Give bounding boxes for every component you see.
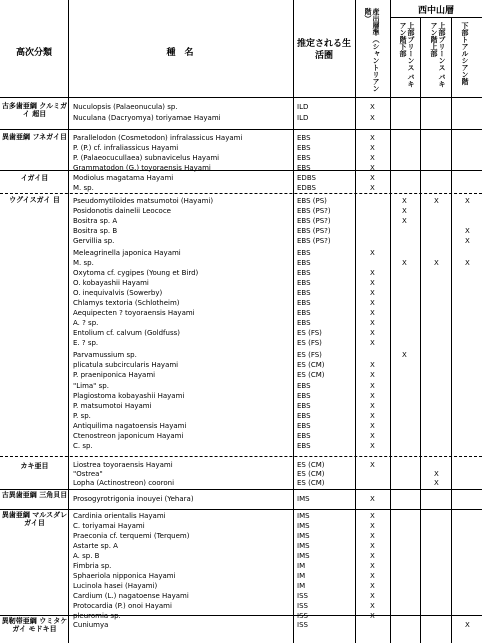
header-strat-range: 産出層準（シャントリアン階） [364, 8, 380, 92]
habitat-code: EDBS [297, 174, 316, 182]
species-name: Cuniumya [73, 621, 109, 629]
species-name: Praeconia cf. terquemi (Terquem) [73, 532, 190, 540]
species-name: O. inequivalvis (Sowerby) [73, 289, 163, 297]
occurrence-mark: X [370, 461, 375, 469]
species-name: Fimbria sp. [73, 562, 112, 570]
habitat-code: EBS (PS?) [297, 217, 331, 225]
habitat-code: ES (CM) [297, 470, 325, 478]
species-name: M. sp. [73, 259, 94, 267]
table-row [0, 350, 482, 360]
table-row [0, 511, 482, 521]
species-name: Chlamys textoria (Schlotheim) [73, 299, 180, 307]
table-row [0, 236, 482, 246]
occurrence-mark: X [370, 289, 375, 297]
habitat-code: EBS [297, 289, 311, 297]
occurrence-mark: X [370, 442, 375, 450]
occurrence-mark: X [370, 269, 375, 277]
occurrence-mark: X [402, 351, 407, 359]
species-name: Plagiostoma kobayashii Hayami [73, 392, 185, 400]
table-row [0, 561, 482, 571]
table-row [0, 601, 482, 611]
table-row [0, 288, 482, 298]
species-name: Astarte sp. A [73, 542, 118, 550]
habitat-code: IM [297, 562, 306, 570]
habitat-code: EBS [297, 309, 311, 317]
occurrence-mark: X [370, 144, 375, 152]
table-row [0, 248, 482, 258]
occurrence-mark: X [370, 542, 375, 550]
occurrence-mark: X [402, 197, 407, 205]
occurrence-mark: X [370, 392, 375, 400]
table-row [0, 328, 482, 338]
group-label: イガイ目 [20, 174, 49, 182]
habitat-code: EBS [297, 412, 311, 420]
species-name: Oxytoma cf. cygipes (Young et Bird) [73, 269, 199, 277]
occurrence-mark: X [465, 237, 470, 245]
species-name: P. praeniponica Hayami [73, 371, 156, 379]
species-name: Parallelodon (Cosmetodon) infralassicus Hayami [73, 134, 243, 142]
table-row [0, 581, 482, 591]
table-row [0, 591, 482, 601]
habitat-code: ES (FS) [297, 339, 322, 347]
table-row [0, 411, 482, 421]
occurrence-mark: X [370, 382, 375, 390]
habitat-code: EBS [297, 402, 311, 410]
group-label: 異歯亜綱 フネガイ目 [2, 133, 67, 141]
habitat-code: IMS [297, 542, 310, 550]
occurrence-mark: X [434, 470, 439, 478]
occurrence-mark: X [434, 259, 439, 267]
habitat-code: ES (CM) [297, 361, 325, 369]
species-name: Bositra sp. B [73, 227, 118, 235]
species-name: A. sp. B [73, 552, 100, 560]
species-name: Modiolus magatama Hayami [73, 174, 174, 182]
species-name: Antiquilima nagatoensis Hayami [73, 422, 187, 430]
table-row [0, 401, 482, 411]
header-higher-taxon: 高次分類 [15, 48, 52, 58]
header-formation: 西中山層 [417, 6, 454, 16]
occurrence-mark: X [370, 412, 375, 420]
species-name: Lopha (Actinostreon) cooroni [73, 479, 175, 487]
group-label: 異歯亜綱 マルスダレ ガイ目 [1, 511, 68, 527]
occurrence-mark: X [402, 207, 407, 215]
species-name: Sphaeriola nipponica Hayami [73, 572, 176, 580]
habitat-code: IMS [297, 522, 310, 530]
table-row [0, 551, 482, 561]
occurrence-mark: X [370, 361, 375, 369]
habitat-code: EBS [297, 382, 311, 390]
habitat-code: EBS (PS) [297, 197, 327, 205]
habitat-code: EBS [297, 299, 311, 307]
species-name: Meleagrinella japonica Hayami [73, 249, 181, 257]
occurrence-mark: X [370, 299, 375, 307]
table-row [0, 391, 482, 401]
table-row [0, 258, 482, 268]
table-row [0, 521, 482, 531]
species-name: "Lima" sp. [73, 382, 109, 390]
header-species-name: 種 名 [166, 48, 194, 58]
occurrence-mark: X [370, 552, 375, 560]
occurrence-mark: X [434, 479, 439, 487]
species-name: Lucinola hasei (Hayami) [73, 582, 158, 590]
habitat-code: EBS [297, 442, 311, 450]
species-name: plicatula subcircularis Hayami [73, 361, 179, 369]
occurrence-mark: X [402, 259, 407, 267]
species-name: P. matsumotoi Hayami [73, 402, 152, 410]
occurrence-mark: X [370, 371, 375, 379]
group-label: カキ亜目 [20, 462, 49, 470]
habitat-code: EBS [297, 432, 311, 440]
habitat-code: EDBS [297, 184, 316, 192]
occurrence-mark: X [465, 197, 470, 205]
species-name: C. sp. [73, 442, 93, 450]
occurrence-mark: X [465, 227, 470, 235]
habitat-code: EBS [297, 392, 311, 400]
species-name: Liostrea toyoraensis Hayami [73, 461, 173, 469]
occurrence-mark: X [434, 197, 439, 205]
habitat-code: ISS [297, 602, 308, 610]
table-row [0, 183, 482, 193]
habitat-code: EBS (PS?) [297, 227, 331, 235]
occurrence-mark: X [370, 339, 375, 347]
species-name: E. ? sp. [73, 339, 99, 347]
habitat-code: ES (CM) [297, 479, 325, 487]
species-name: Aequipecten ? toyoraensis Hayami [73, 309, 195, 317]
species-name: Grammatodon (G.) toyoraensis Hayami [73, 164, 211, 172]
group-label: 異靭帯亜綱 ウミタケガイ モドキ目 [1, 617, 68, 633]
species-name: Pseudomytiloides matsumotoi (Hayami) [73, 197, 214, 205]
habitat-code: ISS [297, 592, 308, 600]
occurrence-mark: X [370, 154, 375, 162]
habitat-code: IMS [297, 552, 310, 560]
species-name: Cardinia orientalis Hayami [73, 512, 166, 520]
group-divider [0, 489, 482, 490]
table-row [0, 153, 482, 163]
table-row [0, 431, 482, 441]
species-name: P. (Palaeocucullaea) subnavicelus Hayami [73, 154, 220, 162]
group-label: 古多歯亜綱 クルミガイ 超目 [1, 102, 68, 118]
occurrence-mark: X [370, 612, 375, 620]
occurrence-mark: X [370, 572, 375, 580]
occurrence-mark: X [370, 134, 375, 142]
occurrence-mark: X [370, 432, 375, 440]
table-row [0, 620, 482, 630]
species-name: O. kobayashii Hayami [73, 279, 149, 287]
occurrence-mark: X [370, 602, 375, 610]
species-name: A. ? sp. [73, 319, 99, 327]
group-label: ウグイスガイ 目 [9, 196, 60, 204]
divider [390, 17, 482, 18]
table-row [0, 338, 482, 348]
species-name: pleuromia sp. [73, 612, 121, 620]
species-name: P. (P.) cf. infraliassicus Hayami [73, 144, 179, 152]
occurrence-mark: X [370, 279, 375, 287]
table-row [0, 143, 482, 153]
habitat-code: IMS [297, 532, 310, 540]
table-row [0, 206, 482, 216]
occurrence-mark: X [370, 495, 375, 503]
table-row [0, 370, 482, 380]
occurrence-mark: X [370, 249, 375, 257]
table-row [0, 268, 482, 278]
occurrence-mark: X [370, 562, 375, 570]
table-row [0, 298, 482, 308]
species-name: Prosogyrotrigonia inouyei (Yehara) [73, 495, 194, 503]
species-name: Cardium (L.) nagatoense Hayami [73, 592, 189, 600]
group-divider [0, 456, 482, 457]
habitat-code: ES (CM) [297, 461, 325, 469]
habitat-code: ISS [297, 621, 308, 629]
habitat-code: EBS [297, 134, 311, 142]
habitat-code: EBS [297, 319, 311, 327]
habitat-code: EBS [297, 269, 311, 277]
occurrence-mark: X [370, 582, 375, 590]
occurrence-mark: X [370, 309, 375, 317]
table-row [0, 531, 482, 541]
habitat-code: ES (FS) [297, 351, 322, 359]
table-row [0, 163, 482, 173]
habitat-code: ES (FS) [297, 329, 322, 337]
habitat-code: IM [297, 582, 306, 590]
table-row [0, 478, 482, 488]
species-name: Entolium cf. calvum (Goldfuss) [73, 329, 180, 337]
header-bottom-line [0, 97, 482, 98]
group-divider [0, 509, 482, 510]
occurrence-mark: X [370, 329, 375, 337]
occurrence-mark: X [370, 103, 375, 111]
occurrence-mark: X [370, 114, 375, 122]
occurrence-mark: X [370, 512, 375, 520]
habitat-code: EBS [297, 259, 311, 267]
table-row [0, 308, 482, 318]
occurrence-mark: X [370, 184, 375, 192]
occurrence-mark: X [370, 319, 375, 327]
table-row [0, 571, 482, 581]
table-row [0, 102, 482, 112]
occurrence-mark: X [465, 621, 470, 629]
species-name: Ctenostreon japonicum Hayami [73, 432, 184, 440]
table-row [0, 113, 482, 123]
habitat-code: IMS [297, 495, 310, 503]
occurrence-mark: X [370, 174, 375, 182]
habitat-code: IM [297, 572, 306, 580]
table-row [0, 173, 482, 183]
group-label: 古異歯亜綱 三角貝目 [1, 491, 68, 499]
occurrence-mark: X [402, 217, 407, 225]
table-row [0, 494, 482, 504]
header-subcol-1: 上部プリーンス バキアン階下部 [399, 22, 415, 88]
habitat-code: IMS [297, 512, 310, 520]
species-name: P. sp. [73, 412, 91, 420]
table-row [0, 381, 482, 391]
habitat-code: EBS [297, 279, 311, 287]
table-row [0, 541, 482, 551]
occurrence-mark: X [370, 592, 375, 600]
habitat-code: ILD [297, 103, 309, 111]
header-subcol-3: 下部トアルシアン階 [461, 22, 469, 85]
habitat-code: ILD [297, 114, 309, 122]
species-name: "Ostrea" [73, 470, 103, 478]
occurrence-mark: X [465, 259, 470, 267]
table-row [0, 421, 482, 431]
table-row [0, 216, 482, 226]
habitat-code: EBS [297, 422, 311, 430]
table-row [0, 226, 482, 236]
species-name: M. sp. [73, 184, 94, 192]
group-divider [0, 193, 482, 194]
species-name: Nuculopsis (Palaeonucula) sp. [73, 103, 178, 111]
species-name: C. toriyamai Hayami [73, 522, 145, 530]
species-name: Nuculana (Dacryomya) toriyamae Hayami [73, 114, 221, 122]
habitat-code: EBS (PS?) [297, 207, 331, 215]
table-row [0, 318, 482, 328]
table-row [0, 441, 482, 451]
species-name: Protocardia (P.) onoi Hayami [73, 602, 172, 610]
species-name: Parvamussium sp. [73, 351, 137, 359]
occurrence-mark: X [370, 422, 375, 430]
habitat-code: ES (CM) [297, 371, 325, 379]
occurrence-mark: X [370, 522, 375, 530]
table-row [0, 133, 482, 143]
table-row [0, 360, 482, 370]
occurrence-mark: X [370, 532, 375, 540]
habitat-code: EBS (PS?) [297, 237, 331, 245]
header-subcol-2: 上部プリーンス バキアン階上部 [430, 22, 446, 88]
habitat-code: EBS [297, 249, 311, 257]
table-row [0, 196, 482, 206]
habitat-code: ISS [297, 612, 308, 620]
occurrence-mark: X [370, 402, 375, 410]
header-habitat: 推定される生活圏 [296, 39, 351, 61]
species-name: Gervillia sp. [73, 237, 115, 245]
habitat-code: EBS [297, 164, 311, 172]
species-name: Posidonotis dainelii Leococe [73, 207, 171, 215]
habitat-code: EBS [297, 144, 311, 152]
species-name: Bositra sp. A [73, 217, 118, 225]
habitat-code: EBS [297, 154, 311, 162]
occurrence-mark: X [370, 164, 375, 172]
group-divider [0, 129, 482, 130]
table-row [0, 278, 482, 288]
